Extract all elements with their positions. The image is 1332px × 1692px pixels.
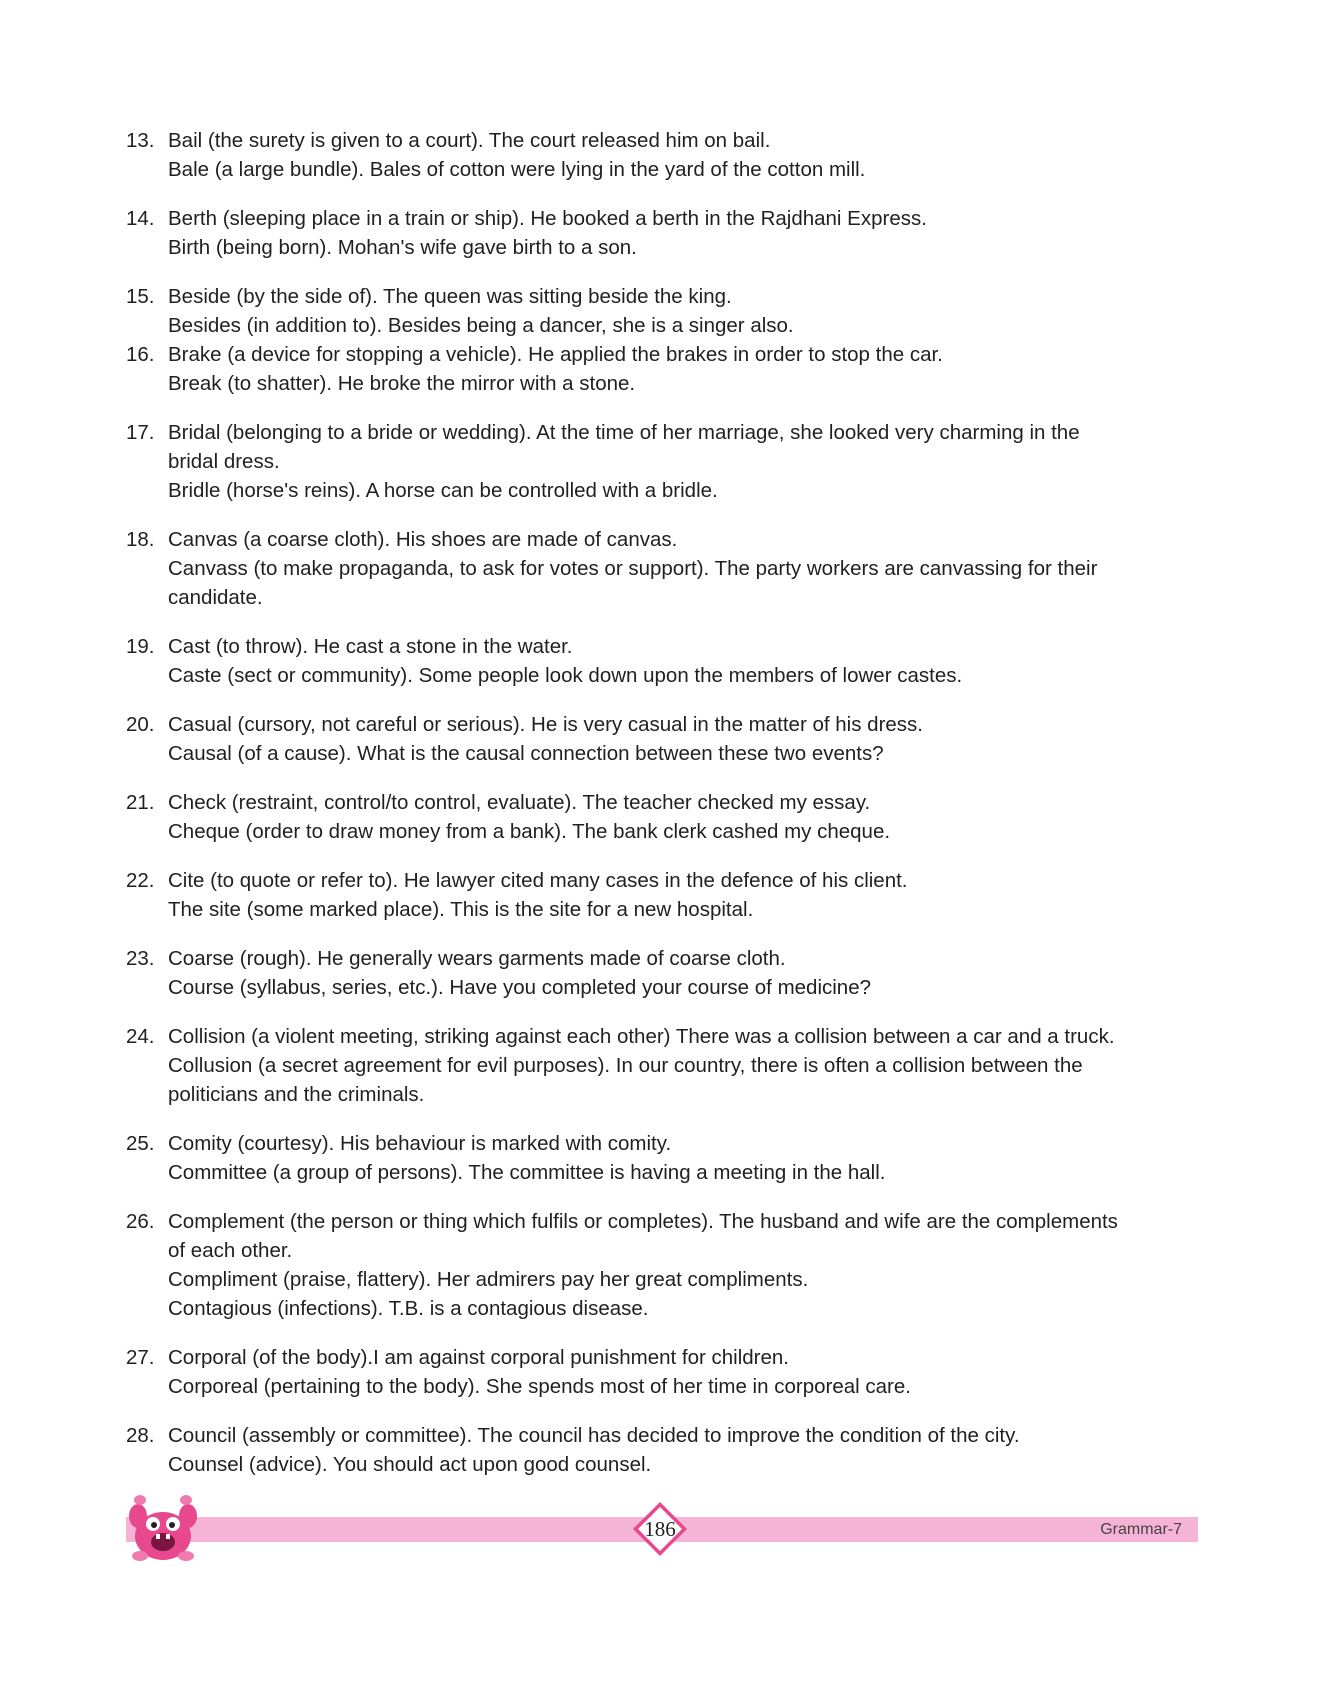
- item-number: 23.: [126, 947, 155, 970]
- list-item: [126, 525, 1206, 612]
- list-item: [126, 418, 1206, 505]
- item-line: Break (to shatter). He broke the mirror with a stone.: [168, 372, 636, 395]
- item-line: Council (assembly or committee). The council has decided to improve the condition of the city.: [168, 1424, 1020, 1447]
- page-number: 186: [644, 1516, 676, 1541]
- item-number: 28.: [126, 1424, 155, 1447]
- pink-monster-mascot-icon: [126, 1492, 200, 1564]
- list-item: [126, 788, 1206, 846]
- item-number: 16.: [126, 343, 155, 366]
- item-number: 22.: [126, 869, 155, 892]
- item-line: Causal (of a cause). What is the causal connection between these two events?: [168, 742, 884, 765]
- item-line: Berth (sleeping place in a train or ship). He booked a berth in the Rajdhani Express.: [168, 207, 927, 230]
- item-line: Collusion (a secret agreement for evil purposes). In our country, there is often a collision between the: [168, 1054, 1083, 1077]
- item-line: bridal dress.: [168, 450, 280, 473]
- item-number: 21.: [126, 791, 155, 814]
- item-number: 13.: [126, 129, 155, 152]
- list-item: [126, 282, 1206, 340]
- list-item: [126, 204, 1206, 262]
- item-line: Collision (a violent meeting, striking against each other) There was a collision between a car and a truck.: [168, 1025, 1115, 1048]
- item-line: of each other.: [168, 1239, 293, 1262]
- item-line: Committee (a group of persons). The committee is having a meeting in the hall.: [168, 1161, 886, 1184]
- item-line: Canvas (a coarse cloth). His shoes are made of canvas.: [168, 528, 678, 551]
- list-item: [126, 944, 1206, 1002]
- list-item: [126, 632, 1206, 690]
- list-item: [126, 126, 1206, 184]
- item-line: Caste (sect or community). Some people look down upon the members of lower castes.: [168, 664, 963, 687]
- item-line: Cast (to throw). He cast a stone in the water.: [168, 635, 573, 658]
- list-item: [126, 1421, 1206, 1479]
- page-footer: [126, 1492, 1198, 1564]
- item-number: 15.: [126, 285, 155, 308]
- list-item: [126, 1207, 1206, 1323]
- item-number: 26.: [126, 1210, 155, 1233]
- item-number: 27.: [126, 1346, 155, 1369]
- item-line: The site (some marked place). This is the site for a new hospital.: [168, 898, 754, 921]
- list-item: [126, 340, 1206, 398]
- item-line: Bridle (horse's reins). A horse can be controlled with a bridle.: [168, 479, 718, 502]
- item-number: 17.: [126, 421, 155, 444]
- item-line: Canvass (to make propaganda, to ask for votes or support). The party workers are canvassing for their: [168, 557, 1098, 580]
- item-line: Coarse (rough). He generally wears garments made of coarse cloth.: [168, 947, 786, 970]
- item-number: 19.: [126, 635, 155, 658]
- item-line: Complement (the person or thing which fulfils or completes). The husband and wife are the complements: [168, 1210, 1118, 1233]
- list-item: [126, 866, 1206, 924]
- item-line: Corporal (of the body).I am against corporal punishment for children.: [168, 1346, 790, 1369]
- item-line: Comity (courtesy). His behaviour is marked with comity.: [168, 1132, 672, 1155]
- item-line: candidate.: [168, 586, 263, 609]
- page-number-badge: [632, 1501, 688, 1557]
- item-number: 14.: [126, 207, 155, 230]
- item-line: Casual (cursory, not careful or serious). He is very casual in the matter of his dress.: [168, 713, 923, 736]
- item-line: Corporeal (pertaining to the body). She spends most of her time in corporeal care.: [168, 1375, 911, 1398]
- definitions-list: [126, 126, 1206, 1479]
- item-line: politicians and the criminals.: [168, 1083, 425, 1106]
- item-number: 20.: [126, 713, 155, 736]
- item-line: Brake (a device for stopping a vehicle). He applied the brakes in order to stop the car.: [168, 343, 943, 366]
- item-line: Compliment (praise, flattery). Her admirers pay her great compliments.: [168, 1268, 809, 1291]
- item-line: Cite (to quote or refer to). He lawyer cited many cases in the defence of his client.: [168, 869, 908, 892]
- list-item: [126, 1343, 1206, 1401]
- list-item: [126, 1022, 1206, 1109]
- list-item: [126, 710, 1206, 768]
- item-line: Besides (in addition to). Besides being a dancer, she is a singer also.: [168, 314, 794, 337]
- item-line: Contagious (infections). T.B. is a contagious disease.: [168, 1297, 649, 1320]
- item-line: Check (restraint, control/to control, evaluate). The teacher checked my essay.: [168, 791, 871, 814]
- item-line: Birth (being born). Mohan's wife gave birth to a son.: [168, 236, 637, 259]
- item-line: Beside (by the side of). The queen was sitting beside the king.: [168, 285, 732, 308]
- item-line: Bail (the surety is given to a court). The court released him on bail.: [168, 129, 771, 152]
- item-number: 24.: [126, 1025, 155, 1048]
- item-line: Cheque (order to draw money from a bank). The bank clerk cashed my cheque.: [168, 820, 891, 843]
- item-number: 18.: [126, 528, 155, 551]
- item-number: 25.: [126, 1132, 155, 1155]
- item-line: Course (syllabus, series, etc.). Have you completed your course of medicine?: [168, 976, 872, 999]
- book-title: Grammar-7: [1100, 1521, 1182, 1538]
- item-line: Bale (a large bundle). Bales of cotton were lying in the yard of the cotton mill.: [168, 158, 866, 181]
- list-item: [126, 1129, 1206, 1187]
- item-line: Bridal (belonging to a bride or wedding). At the time of her marriage, she looked very charming in the: [168, 421, 1080, 444]
- item-line: Counsel (advice). You should act upon good counsel.: [168, 1453, 652, 1476]
